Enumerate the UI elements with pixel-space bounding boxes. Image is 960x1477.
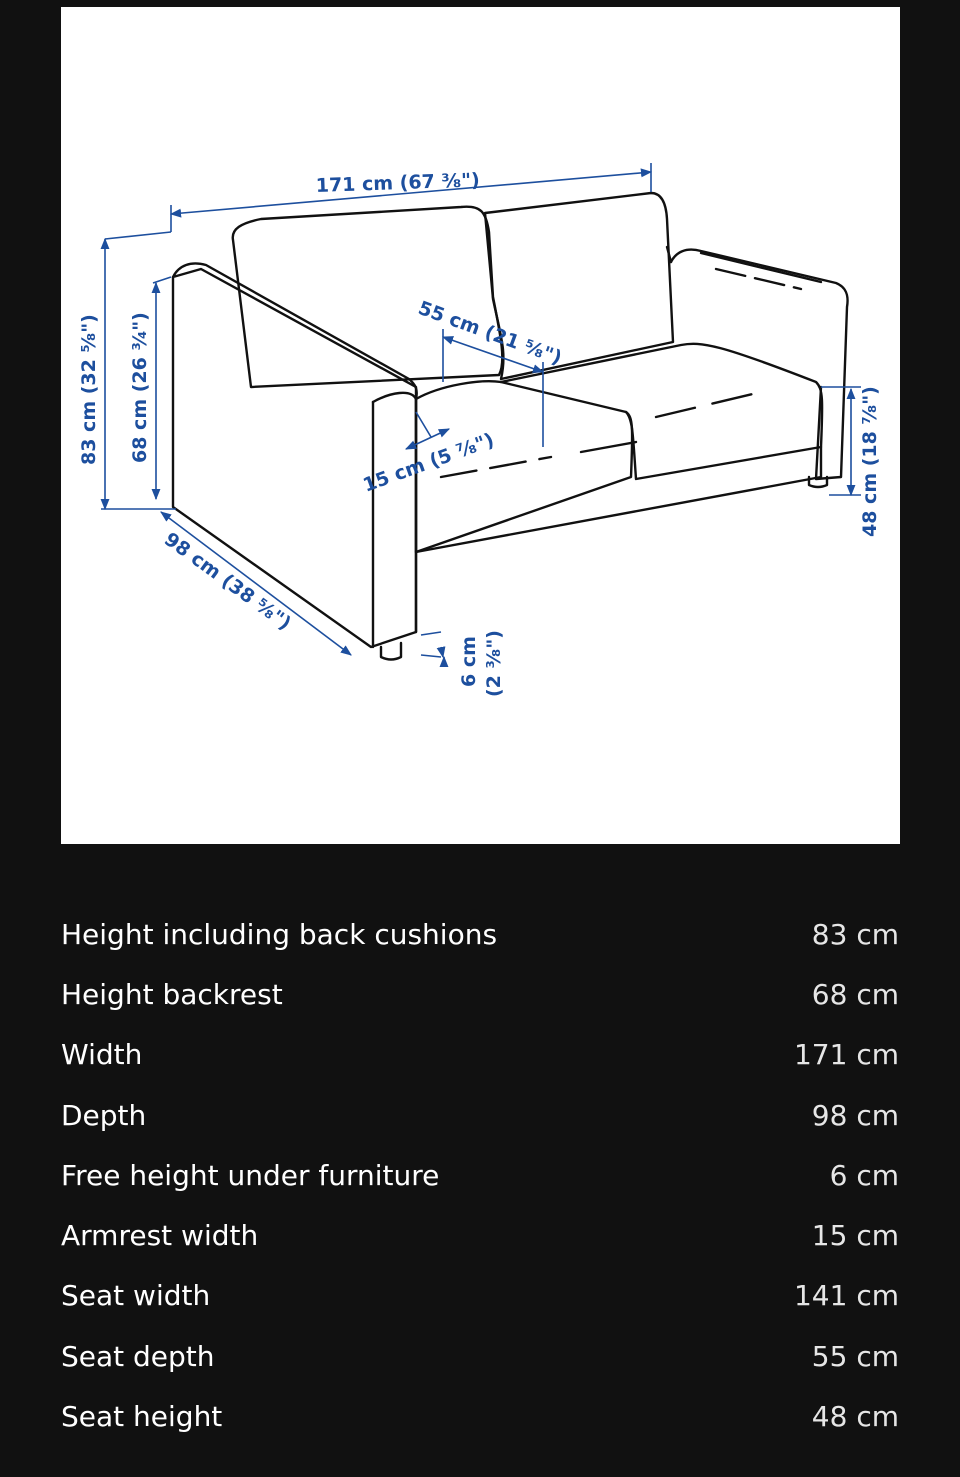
spec-row-seat-depth bbox=[61, 1326, 899, 1386]
spec-value: 6 cm bbox=[829, 1158, 899, 1192]
height-total-label: 83 cm (32 ⁵⁄₈") bbox=[78, 314, 100, 465]
spec-value: 48 cm bbox=[811, 1400, 899, 1434]
depth-label: 98 cm (38 ⁵⁄₈") bbox=[160, 528, 296, 635]
seat-depth-label: 55 cm (21 ⁵⁄₈") bbox=[415, 297, 565, 370]
sofa-outline bbox=[173, 193, 848, 660]
armrest-width-label: 15 cm (5 ⁷⁄₈") bbox=[360, 428, 498, 497]
spec-value: 55 cm bbox=[811, 1339, 899, 1373]
spec-label: Free height under furniture bbox=[61, 1158, 440, 1192]
spec-label: Armrest width bbox=[61, 1219, 259, 1253]
spec-row-height-including-back-cushions bbox=[61, 904, 899, 964]
spec-row-armrest-width bbox=[61, 1205, 899, 1265]
spec-label: Seat depth bbox=[61, 1339, 215, 1373]
spec-label: Depth bbox=[61, 1098, 147, 1132]
spec-label: Seat height bbox=[61, 1400, 223, 1434]
dimension-lines bbox=[101, 163, 861, 667]
sofa-drawing bbox=[61, 7, 900, 844]
seat-height-label: 48 cm (18 ⁷⁄₈") bbox=[859, 386, 881, 537]
spec-row-width bbox=[61, 1025, 899, 1085]
specs-table bbox=[61, 904, 899, 1447]
spec-label: Height including back cushions bbox=[61, 917, 498, 951]
spec-label: Height backrest bbox=[61, 977, 283, 1011]
free-height-inch-label: (2 ³⁄₈") bbox=[483, 630, 505, 697]
spec-row-free-height-under-furniture bbox=[61, 1145, 899, 1205]
width-label: 171 cm (67 ³⁄₈") bbox=[315, 169, 481, 197]
sofa-dimension-diagram bbox=[61, 7, 900, 844]
height-backrest-label: 68 cm (26 ³⁄₄") bbox=[129, 312, 151, 463]
spec-label: Width bbox=[61, 1038, 143, 1072]
spec-value: 68 cm bbox=[811, 977, 899, 1011]
spec-value: 141 cm bbox=[793, 1279, 899, 1313]
free-height-label: 6 cm bbox=[458, 636, 480, 687]
spec-value: 171 cm bbox=[793, 1038, 899, 1072]
spec-value: 83 cm bbox=[811, 917, 899, 951]
spec-row-height-backrest bbox=[61, 964, 899, 1024]
spec-row-depth bbox=[61, 1085, 899, 1145]
spec-value: 15 cm bbox=[811, 1219, 899, 1253]
spec-label: Seat width bbox=[61, 1279, 211, 1313]
spec-value: 98 cm bbox=[811, 1098, 899, 1132]
spec-row-seat-height bbox=[61, 1386, 899, 1446]
spec-row-seat-width bbox=[61, 1266, 899, 1326]
